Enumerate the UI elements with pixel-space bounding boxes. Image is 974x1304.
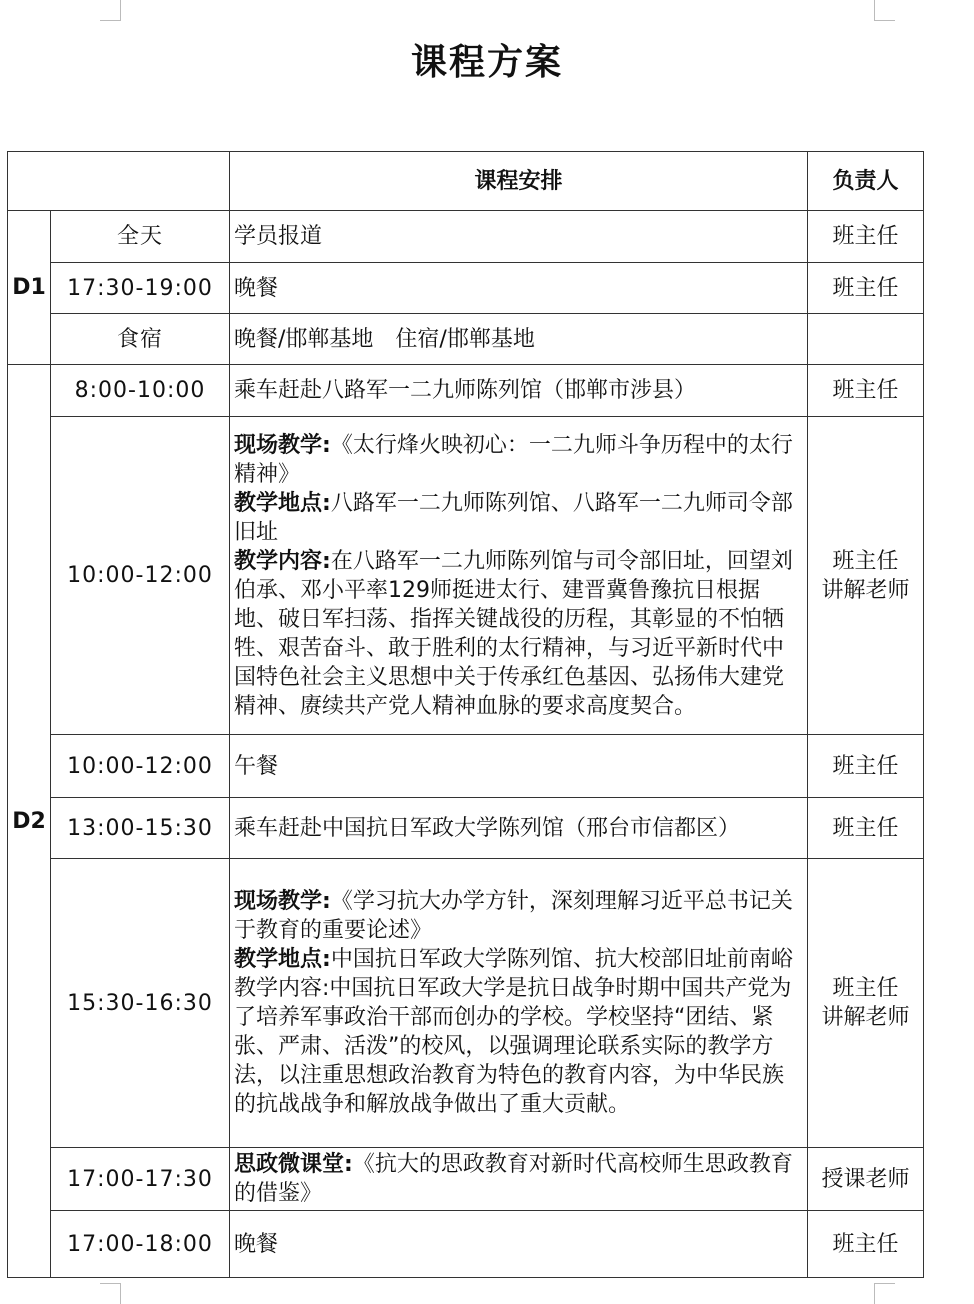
time-cell: 10:00-12:00 <box>51 417 230 735</box>
field-label: 教学地点: <box>234 490 331 516</box>
time-cell: 17:30-19:00 <box>51 263 230 314</box>
owner-cell <box>808 417 924 735</box>
field-label: 现场教学: <box>234 889 331 914</box>
time-cell: 全天 <box>51 211 230 263</box>
content-cell: 学员报道 <box>230 211 808 263</box>
time-cell: 食宿 <box>51 314 230 365</box>
day-label-d2: D2 <box>8 365 51 1278</box>
table-row <box>8 859 924 1148</box>
content-cell: 晚餐 <box>230 263 808 314</box>
header-arrangement: 课程安排 <box>230 152 808 211</box>
owner-cell: 班主任 <box>808 1211 924 1278</box>
field-value: 中国抗日军政大学陈列馆、抗大校部旧址前南峪 <box>330 947 793 972</box>
day-label-d1: D1 <box>8 211 51 365</box>
owner-cell: 班主任 <box>808 211 924 263</box>
teaching-location <box>234 489 803 547</box>
time-cell: 17:00-18:00 <box>51 1211 230 1278</box>
content-cell <box>230 417 808 735</box>
field-label: 教学地点: <box>234 947 331 972</box>
content-cell: 乘车赶赴中国抗日军政大学陈列馆（邢台市信都区） <box>230 798 808 859</box>
owner-cell <box>808 314 924 365</box>
content-cell: 乘车赶赴八路军一二九师陈列馆（邯郸市涉县） <box>230 365 808 417</box>
teaching-topic <box>234 431 803 489</box>
table-row <box>8 211 924 263</box>
course-plan-table <box>7 151 924 1278</box>
table-row <box>8 1211 924 1278</box>
teaching-location <box>234 945 803 974</box>
content-cell: 午餐 <box>230 735 808 798</box>
content-cell: 晚餐 <box>230 1211 808 1278</box>
owner-name: 讲解老师 <box>821 577 910 603</box>
time-cell: 13:00-15:30 <box>51 798 230 859</box>
table-row <box>8 314 924 365</box>
owner-name: 班主任 <box>832 548 899 574</box>
time-cell: 10:00-12:00 <box>51 735 230 798</box>
content-cell: 晚餐/邯郸基地 住宿/邯郸基地 <box>230 314 808 365</box>
table-header-row <box>8 152 924 211</box>
page-corner-mark <box>100 1283 121 1304</box>
owner-cell: 班主任 <box>808 365 924 417</box>
header-owner: 负责人 <box>808 152 924 211</box>
field-label: 现场教学: <box>234 432 331 458</box>
owner-name: 讲解老师 <box>821 1005 910 1030</box>
content-cell <box>230 1148 808 1211</box>
table-row <box>8 365 924 417</box>
content-cell <box>230 859 808 1148</box>
teaching-topic <box>234 887 803 945</box>
page-title: 课程方案 <box>410 42 563 83</box>
table-row <box>8 798 924 859</box>
owner-name: 班主任 <box>832 976 899 1001</box>
table-row <box>8 1148 924 1211</box>
table-row <box>8 263 924 314</box>
field-value: 《太行烽火映初心：一二九师斗争历程中的太行精神》 <box>234 432 793 487</box>
table-row <box>8 417 924 735</box>
field-label: 思政微课堂: <box>234 1152 353 1177</box>
page-corner-mark <box>874 1283 895 1304</box>
field-label: 教学内容: <box>234 548 331 574</box>
time-cell: 8:00-10:00 <box>51 365 230 417</box>
teaching-content <box>234 547 803 721</box>
time-cell: 15:30-16:30 <box>51 859 230 1148</box>
field-value: 《学习抗大办学方针，深刻理解习近平总书记关于教育的重要论述》 <box>234 889 793 943</box>
time-cell: 17:00-17:30 <box>51 1148 230 1211</box>
page-corner-mark <box>874 0 895 21</box>
field-value: 在八路军一二九师陈列馆与司令部旧址，回望刘伯承、邓小平率129师挺进太行、建晋冀鲁豫抗日根据地、破日军扫荡、指挥关键战役的历程，其彰显的不怕牺牲、艰苦奋斗、敢于胜利的太行精神，与习近平新时代中国特色社会主义思想中关于传承红色基因、弘扬伟大建党精神、赓续共产党人精神血脉的要求高度契合。 <box>234 548 793 719</box>
header-empty-cell <box>8 152 230 211</box>
field-value: 《抗大的思政教育对新时代高校师生思政教育的借鉴》 <box>234 1152 793 1206</box>
table-row <box>8 735 924 798</box>
owner-cell <box>808 859 924 1148</box>
field-value: 八路军一二九师陈列馆、八路军一二九师司令部旧址 <box>234 490 793 545</box>
owner-cell: 班主任 <box>808 798 924 859</box>
owner-cell: 授课老师 <box>808 1148 924 1211</box>
owner-cell: 班主任 <box>808 735 924 798</box>
teaching-content: 教学内容:中国抗日军政大学是抗日战争时期中国共产党为了培养军事政治干部而创办的学校。学校坚持“团结、紧张、严肃、活泼”的校风，以强调理论联系实际的教学方法，以注重思想政治教育为特色的教育内容，为中华民族的抗战战争和解放战争做出了重大贡献。 <box>234 976 792 1117</box>
owner-cell: 班主任 <box>808 263 924 314</box>
page-corner-mark <box>100 0 121 21</box>
